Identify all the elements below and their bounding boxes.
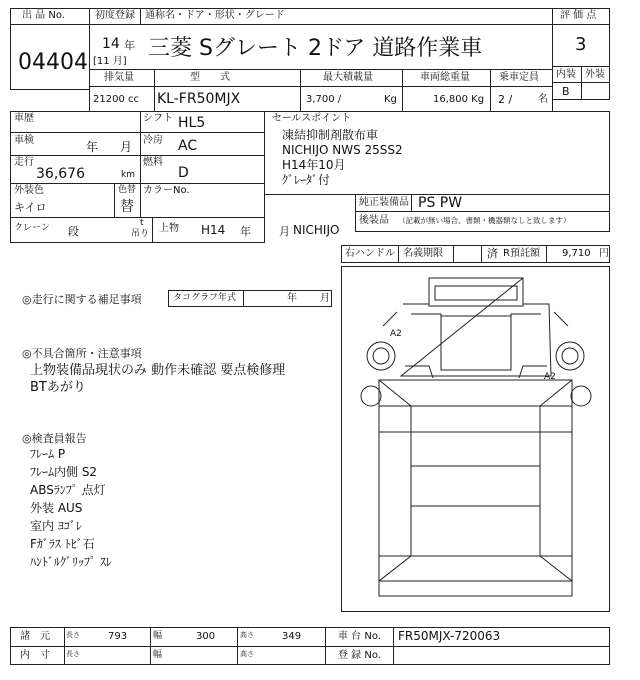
shift-value: HL5 [178, 115, 206, 131]
sales-point-line: ｸﾞﾚｰﾀﾞ付 [282, 173, 331, 187]
tacho-month-unit: 月 [320, 293, 330, 304]
capacity-label: 乗車定員 [499, 72, 539, 83]
max-load-unit: Kg [384, 94, 397, 105]
upper-year-unit: 年 [240, 225, 251, 238]
crane-stage: 段 [68, 225, 79, 238]
height-value: 349 [282, 631, 302, 642]
inspection-year-unit: 年 [86, 140, 99, 154]
inspector-line: 室内 ﾖｺﾞﾚ [30, 519, 82, 533]
shift-label: シフト [143, 113, 173, 124]
registration-no-label: 登 録 No. [338, 650, 381, 661]
name-label: 通称名・ドア・形状・グレード [145, 10, 285, 21]
max-load: 3,700 / [306, 94, 342, 105]
fuel-value: D [178, 165, 189, 181]
tacho-label: タコグラフ年式 [173, 293, 237, 303]
capacity: 2 / [498, 93, 513, 106]
standard-equipment-label: 純正装備品 [359, 197, 409, 208]
history-label: 車歴 [14, 113, 34, 124]
color-change-value: 替 [120, 199, 134, 215]
inner-length-label: 長さ [66, 650, 80, 658]
first-reg-label: 初度登録 [95, 10, 135, 21]
interior-label: 内装 [556, 69, 576, 80]
gross-weight: 16,800 Kg [433, 94, 485, 105]
crane-ton: t [140, 218, 144, 228]
exterior-label: 外装 [585, 69, 605, 80]
inner-height-label: 高さ [240, 650, 254, 658]
damage-mark-front: A2 [390, 329, 402, 339]
reg-year: 14 [102, 36, 120, 52]
length-value: 793 [108, 631, 128, 642]
upper-month-unit: 月 [279, 225, 290, 238]
damage-mark-side: A2 [544, 372, 556, 382]
rating-label: 評 価 点 [560, 10, 597, 21]
capacity-unit: 名 [538, 94, 548, 105]
reg-month: [11 月] [93, 56, 127, 67]
crane-hang: 吊り [131, 229, 150, 239]
aftermarket-label: 後装品 [359, 215, 389, 226]
lot-label: 出 品 No. [22, 10, 65, 21]
upper-maker: NICHIJO [293, 223, 340, 237]
deadline-label: 名義期限 [403, 248, 443, 259]
recycle-amount: 9,710 [562, 248, 591, 259]
sales-point-line: H14年10月 [282, 158, 346, 172]
inspection-label: 車検 [14, 135, 34, 146]
sales-point-line: 凍結抑制剤散布車 [282, 128, 379, 142]
defect-line: 上物装備品現状のみ 動作未確認 要点検修理 [30, 363, 286, 378]
ac-label: 冷房 [143, 135, 163, 146]
displacement-label: 排気量 [104, 72, 134, 83]
defect-line: BTあがり [30, 380, 86, 395]
model-code: KL-FR50MJX [157, 91, 241, 107]
ac-value: AC [178, 138, 198, 154]
inspector-line: 外装 AUS [30, 501, 83, 515]
standard-equipment: PS PW [418, 195, 463, 211]
inspection-month-unit: 月 [120, 140, 133, 154]
sales-points-title: セールスポイント [272, 113, 352, 124]
reg-year-unit: 年 [124, 39, 135, 52]
inspector-line: Fｶﾞﾗｽ ﾄﾋﾞ石 [30, 537, 95, 551]
color-change-label: 色替 [118, 185, 137, 195]
crane-label: クレーン [14, 223, 50, 233]
length-label: 長さ [66, 631, 80, 639]
upper-label: 上物 [159, 223, 179, 234]
driving-notes-title: ◎走行に関する補足事項 [22, 293, 142, 306]
inspector-line: ﾊﾝﾄﾞﾙｸﾞﾘｯﾌﾟ ｽﾚ [30, 555, 112, 569]
interior-grade: B [562, 85, 570, 98]
inspector-line: ABSﾗﾝﾌﾟ 点灯 [30, 483, 106, 497]
mileage-value: 36,676 [36, 166, 85, 182]
max-load-label: 最大積載量 [323, 72, 373, 83]
color-no-label: カラーNo. [143, 185, 190, 196]
dims-label: 諸 元 [20, 631, 50, 642]
recycle-label: R預託額 [503, 248, 540, 259]
upper-year: H14 [201, 223, 226, 237]
chassis-label: 車 台 No. [338, 631, 381, 642]
exterior-color: キイロ [14, 201, 47, 214]
recycle-status: 済 [487, 247, 498, 260]
sales-point-line: NICHIJO NWS 25SS2 [282, 143, 403, 157]
chassis-number: FR50MJX-720063 [398, 629, 501, 643]
lot-number: 04404 [18, 50, 88, 75]
gross-weight-label: 車両総重量 [420, 72, 470, 83]
tacho-year-unit: 年 [287, 293, 297, 304]
yen-unit: 円 [599, 248, 609, 259]
model-code-label: 型 式 [190, 72, 230, 83]
inspector-line: ﾌﾚｰﾑ内側 S2 [30, 465, 98, 479]
inspector-title: ◎検査員報告 [22, 432, 87, 445]
model-name: 三菱 Sグレート 2ドア 道路作業車 [148, 36, 483, 61]
mileage-unit: km [121, 170, 135, 180]
mileage-label: 走行 [14, 157, 34, 168]
handle-position: 右ハンドル [345, 248, 395, 259]
inner-width-label: 幅 [153, 650, 163, 660]
rating-value: 3 [575, 34, 587, 55]
inspector-line: ﾌﾚｰﾑ P [30, 447, 66, 461]
fuel-label: 燃料 [143, 157, 163, 168]
truck-diagram [341, 266, 610, 612]
inner-dims-label: 内 寸 [20, 650, 50, 661]
width-value: 300 [196, 631, 216, 642]
width-label: 幅 [153, 631, 163, 641]
aftermarket-note: （記載が無い場合、書類・機器類なしと致します） [398, 216, 571, 225]
defect-title: ◎不具合箇所・注意事項 [22, 347, 142, 360]
height-label: 高さ [240, 631, 254, 639]
exterior-color-label: 外装色 [14, 185, 44, 196]
displacement: 21200 cc [93, 94, 139, 105]
